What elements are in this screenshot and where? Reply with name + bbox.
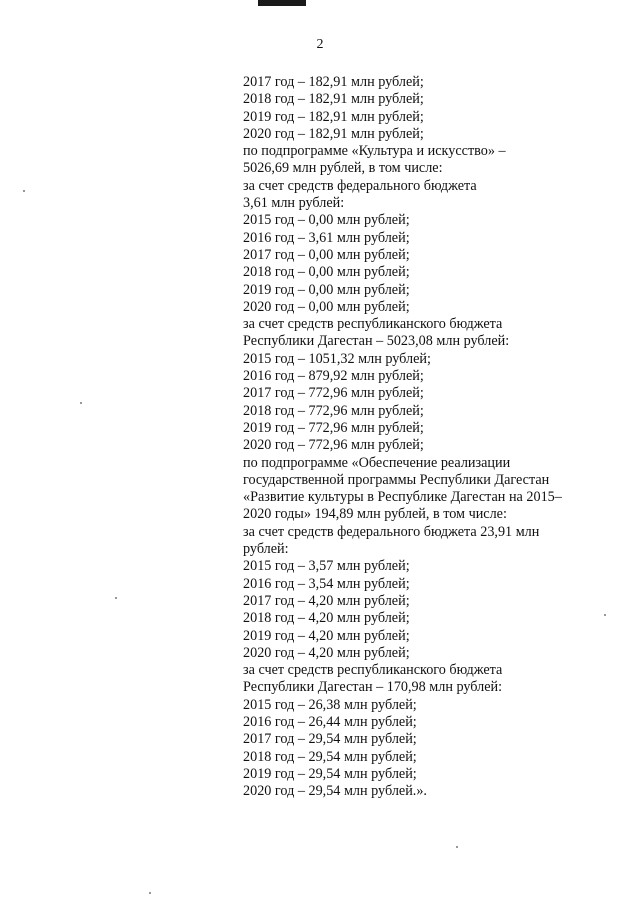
scan-speck: [80, 402, 82, 404]
text-line: 2019 год – 4,20 млн рублей;: [243, 627, 410, 644]
scan-speck: [23, 190, 25, 192]
scan-speck: [456, 846, 458, 848]
scan-speck: [604, 614, 606, 616]
text-line: 2015 год – 3,57 млн рублей;: [243, 558, 410, 575]
text-line: 2020 год – 4,20 млн рублей;: [243, 644, 410, 661]
text-line: 2016 год – 3,61 млн рублей;: [243, 229, 410, 246]
text-line: Республики Дагестан – 170,98 млн рублей:: [243, 679, 503, 696]
text-line: «Развитие культуры в Республике Дагестан на 2015–: [243, 489, 562, 506]
text-line: 2020 год – 182,91 млн рублей;: [243, 125, 424, 142]
text-line: 2020 год – 29,54 млн рублей.».: [243, 783, 427, 800]
text-line: за счет средств республиканского бюджета: [243, 316, 503, 333]
text-line: 2015 год – 26,38 млн рублей;: [243, 696, 417, 713]
text-line: за счет средств федерального бюджета: [243, 177, 477, 194]
text-line: 2020 годы» 194,89 млн рублей, в том числе:: [243, 506, 507, 523]
text-line: 2015 год – 0,00 млн рублей;: [243, 212, 410, 229]
text-line: 2019 год – 29,54 млн рублей;: [243, 765, 417, 782]
text-line: по подпрограмме «Обеспечение реализации: [243, 454, 511, 471]
text-line: 2018 год – 0,00 млн рублей;: [243, 264, 410, 281]
text-line: 2018 год – 772,96 млн рублей;: [243, 402, 424, 419]
text-line: 2018 год – 182,91 млн рублей;: [243, 91, 424, 108]
text-line: рублей:: [243, 541, 289, 558]
scan-speck: [149, 892, 151, 894]
text-line: за счет средств республиканского бюджета: [243, 662, 503, 679]
text-line: 2018 год – 29,54 млн рублей;: [243, 748, 417, 765]
text-line: Республики Дагестан – 5023,08 млн рублей:: [243, 333, 510, 350]
text-line: 2017 год – 4,20 млн рублей;: [243, 592, 410, 609]
text-line: 3,61 млн рублей:: [243, 195, 345, 212]
text-line: 2017 год – 29,54 млн рублей;: [243, 731, 417, 748]
text-line: государственной программы Республики Дагестан: [243, 471, 550, 488]
text-line: 2020 год – 772,96 млн рублей;: [243, 437, 424, 454]
text-line: 2017 год – 0,00 млн рублей;: [243, 246, 410, 263]
text-line: 5026,69 млн рублей, в том числе:: [243, 160, 443, 177]
text-line: 2016 год – 3,54 млн рублей;: [243, 575, 410, 592]
text-line: 2017 год – 182,91 млн рублей;: [243, 74, 424, 90]
scan-edge-mark: [258, 0, 306, 6]
document-body: [243, 74, 583, 800]
text-line: 2016 год – 26,44 млн рублей;: [243, 713, 417, 730]
text-line: по подпрограмме «Культура и искусство» –: [243, 143, 506, 160]
text-line: 2019 год – 772,96 млн рублей;: [243, 419, 424, 436]
text-line: 2017 год – 772,96 млн рублей;: [243, 385, 424, 402]
text-line: 2018 год – 4,20 млн рублей;: [243, 610, 410, 627]
text-line: 2019 год – 0,00 млн рублей;: [243, 281, 410, 298]
text-line: 2020 год – 0,00 млн рублей;: [243, 298, 410, 315]
text-line: 2015 год – 1051,32 млн рублей;: [243, 350, 431, 367]
text-line: 2016 год – 879,92 млн рублей;: [243, 368, 424, 385]
text-line: за счет средств федерального бюджета 23,91 млн: [243, 523, 540, 540]
page-number: 2: [316, 37, 324, 52]
text-line: 2019 год – 182,91 млн рублей;: [243, 108, 424, 125]
scan-speck: [115, 597, 117, 599]
